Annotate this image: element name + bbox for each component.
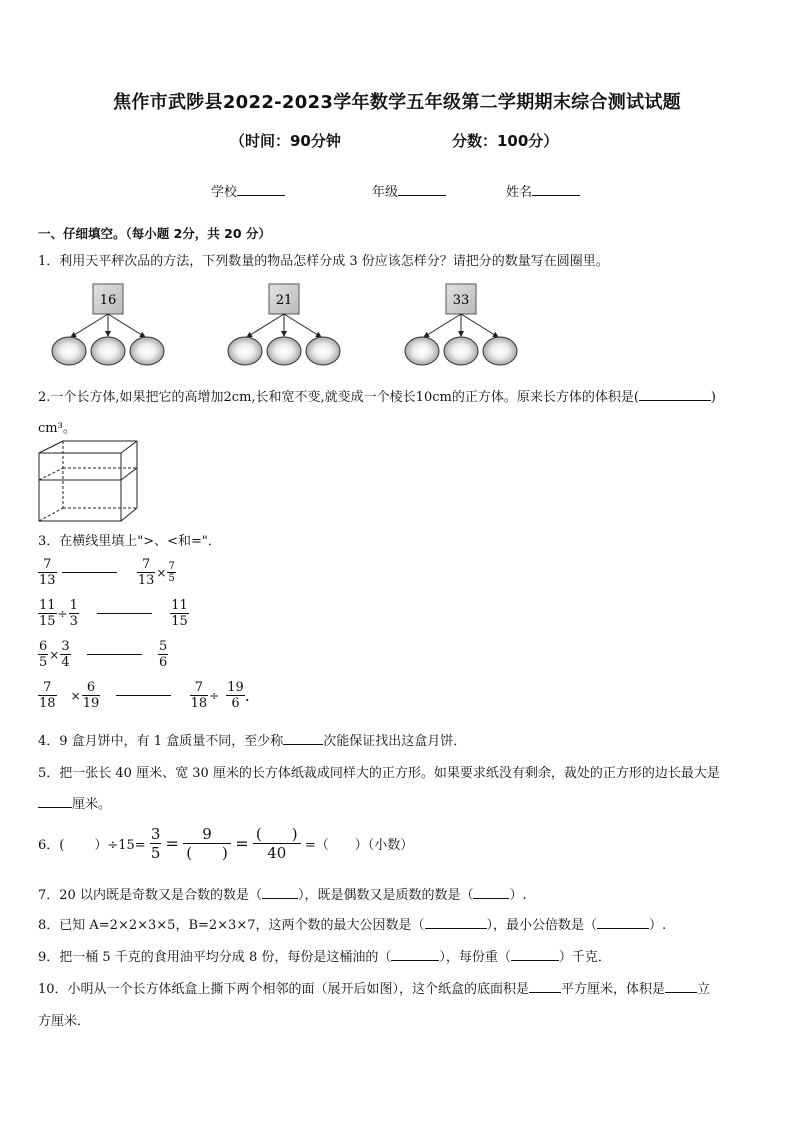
question-10-text: 10．小明从一个长方体纸盒上撕下两个相邻的面（展开后如图），这个纸盒的底面积是 — [38, 982, 530, 997]
question-4-text-end: 次能保证找出这盒月饼． — [323, 734, 467, 749]
operator: ÷ — [209, 688, 220, 703]
question-7-text: 7．20 以内既是奇数又是合数的数是（ — [38, 888, 262, 903]
fraction: $\frac{19}{6}$ — [227, 680, 244, 711]
question-6-div: ）÷15= — [94, 838, 146, 853]
split-group-33 — [405, 284, 517, 365]
answer-blank[interactable] — [38, 794, 72, 808]
fraction: $\frac{11}{15}$ — [171, 598, 188, 629]
split-group-16 — [52, 284, 164, 365]
answer-blank[interactable] — [665, 979, 697, 993]
question-6 — [38, 825, 413, 862]
operator: × — [156, 565, 167, 580]
arrow-right — [108, 314, 145, 337]
question-8-text-end: ）. — [649, 918, 667, 933]
compare-row-1 — [38, 557, 176, 588]
fraction[interactable]: $\frac{( )}{40}$ — [253, 825, 301, 862]
cuboid-front-face — [39, 453, 121, 521]
answer-circle[interactable] — [267, 337, 301, 365]
split-group-21 — [228, 284, 340, 365]
page-title: 焦作市武陟县2022-2023学年数学五年级第二学期期末综合测试试题 — [113, 92, 681, 113]
compare-blank[interactable] — [62, 572, 117, 573]
answer-blank[interactable] — [473, 885, 509, 899]
question-6-start: 6．( — [38, 838, 65, 853]
fraction: $\frac{7}{18}$ — [39, 680, 56, 711]
answer-blank[interactable] — [511, 947, 559, 961]
question-8-text-mid: ），最小公倍数是（ — [486, 918, 598, 933]
fraction: $\frac{7}{13}$ — [137, 557, 155, 588]
answer-blank[interactable] — [425, 915, 487, 929]
fraction[interactable]: $\frac{9}{( )}$ — [183, 825, 231, 862]
question-10-line2: 方厘米． — [38, 1014, 91, 1029]
question-5-text: 5．把一张长 40 厘米、宽 30 厘米的长方体纸裁成同样大的正方形。如果要求纸没有剩余，裁处的正方形的边长最大是 — [38, 766, 720, 781]
compare-row-2 — [38, 598, 189, 629]
question-1-text: 1．利用天平秤次品的方法，下列数量的物品怎样分成 3 份应该怎样分？请把分的数量写在圆圈里。 — [38, 254, 609, 269]
answer-circle[interactable] — [52, 337, 86, 365]
question-2-close: ) — [710, 390, 716, 405]
school-label: 学校 — [211, 185, 238, 200]
number-box-33-label: 33 — [452, 293, 470, 308]
answer-circle[interactable] — [228, 337, 262, 365]
compare-blank[interactable] — [97, 613, 152, 614]
section-heading: 一、仔细填空。（每小题 2分，共 20 分） — [38, 226, 271, 241]
answer-circle[interactable] — [306, 337, 340, 365]
number-box-21-label: 21 — [275, 293, 293, 308]
compare-row-4 — [38, 680, 250, 711]
school-blank[interactable] — [237, 183, 285, 196]
fraction: $\frac{1}{3}$ — [69, 598, 78, 629]
answer-blank[interactable] — [529, 979, 561, 993]
question-10 — [38, 978, 710, 997]
question-9-text: 9．把一桶 5 千克的食用油平均分成 8 份，每份是这桶油的（ — [38, 950, 392, 965]
question-7-text-mid: ），既是偶数又是质数的数是（ — [297, 888, 474, 903]
fraction: $\frac{6}{5}$ — [39, 639, 48, 670]
fraction: $\frac{7}{13}$ — [39, 557, 56, 588]
school-field — [211, 181, 285, 200]
balance-split-diagram — [40, 278, 540, 370]
equals: = — [165, 834, 179, 853]
operator: ÷ — [57, 606, 68, 621]
question-6-end: =（ ）（小数） — [304, 838, 414, 853]
answer-blank[interactable] — [391, 947, 439, 961]
question-3-text: 3．在横线里填上">、<和="． — [38, 534, 221, 549]
name-blank[interactable] — [532, 183, 580, 196]
question-9-text-mid: ），每份重（ — [439, 950, 511, 965]
question-5-line2 — [38, 793, 111, 812]
question-2-unit: cm³。 — [38, 421, 76, 436]
operator: × — [70, 688, 81, 703]
answer-blank[interactable] — [262, 885, 298, 899]
arrow-left — [71, 314, 108, 337]
equals: = — [235, 834, 249, 853]
fraction: $\frac{3}{4}$ — [61, 639, 70, 670]
question-7-text-end: ）. — [509, 888, 527, 903]
fraction: $\frac{7}{5}$ — [168, 561, 175, 584]
question-4-text: 4．9 盒月饼中，有 1 盒质量不同，至少称 — [38, 734, 284, 749]
answer-blank[interactable] — [283, 731, 323, 745]
time-label: （时间：90分钟 — [230, 132, 341, 150]
number-box-16-label: 16 — [99, 293, 117, 308]
question-2 — [38, 386, 716, 405]
arrow-right — [284, 314, 321, 337]
compare-blank[interactable] — [116, 695, 171, 696]
question-7 — [38, 884, 527, 903]
answer-circle[interactable] — [91, 337, 125, 365]
name-label: 姓名 — [506, 185, 533, 200]
answer-circle[interactable] — [405, 337, 439, 365]
compare-blank[interactable] — [87, 654, 142, 655]
fraction: $\frac{3}{5}$ — [150, 825, 161, 862]
grade-field — [372, 181, 446, 200]
arrow-left — [247, 314, 284, 337]
question-4 — [38, 730, 466, 749]
cuboid-figure — [38, 440, 140, 524]
answer-blank[interactable] — [597, 915, 649, 929]
question-9 — [38, 946, 611, 965]
question-10-text-mid: 平方厘米，体积是 — [561, 982, 666, 997]
question-8-text: 8．已知 A=2×2×3×5，B=2×3×7，这两个数的最大公因数是（ — [38, 918, 425, 933]
name-field — [506, 181, 580, 200]
arrow-left — [424, 314, 461, 337]
grade-blank[interactable] — [398, 183, 446, 196]
question-8 — [38, 914, 666, 933]
answer-circle[interactable] — [444, 337, 478, 365]
fraction: $\frac{5}{6}$ — [159, 639, 168, 670]
question-10-text-end: 立 — [697, 982, 711, 997]
question-2-text: 2.一个长方体,如果把它的高增加2cm,长和宽不变,就变成一个棱长10cm的正方体。原来长方体的体积是( — [38, 390, 639, 405]
period: . — [244, 686, 250, 705]
answer-circle[interactable] — [483, 337, 517, 365]
question-9-text-end: ）千克． — [558, 950, 611, 965]
answer-blank[interactable] — [639, 387, 711, 401]
score-label: 分数：100分） — [452, 132, 559, 150]
operator: × — [49, 647, 60, 662]
arrow-right — [461, 314, 498, 337]
fraction: $\frac{6}{19}$ — [82, 680, 100, 711]
question-5-unit: 厘米。 — [72, 797, 112, 812]
fraction: $\frac{11}{15}$ — [39, 598, 56, 629]
compare-row-3 — [38, 639, 168, 670]
grade-label: 年级 — [372, 185, 399, 200]
fraction: $\frac{7}{18}$ — [190, 680, 208, 711]
answer-circle[interactable] — [130, 337, 164, 365]
